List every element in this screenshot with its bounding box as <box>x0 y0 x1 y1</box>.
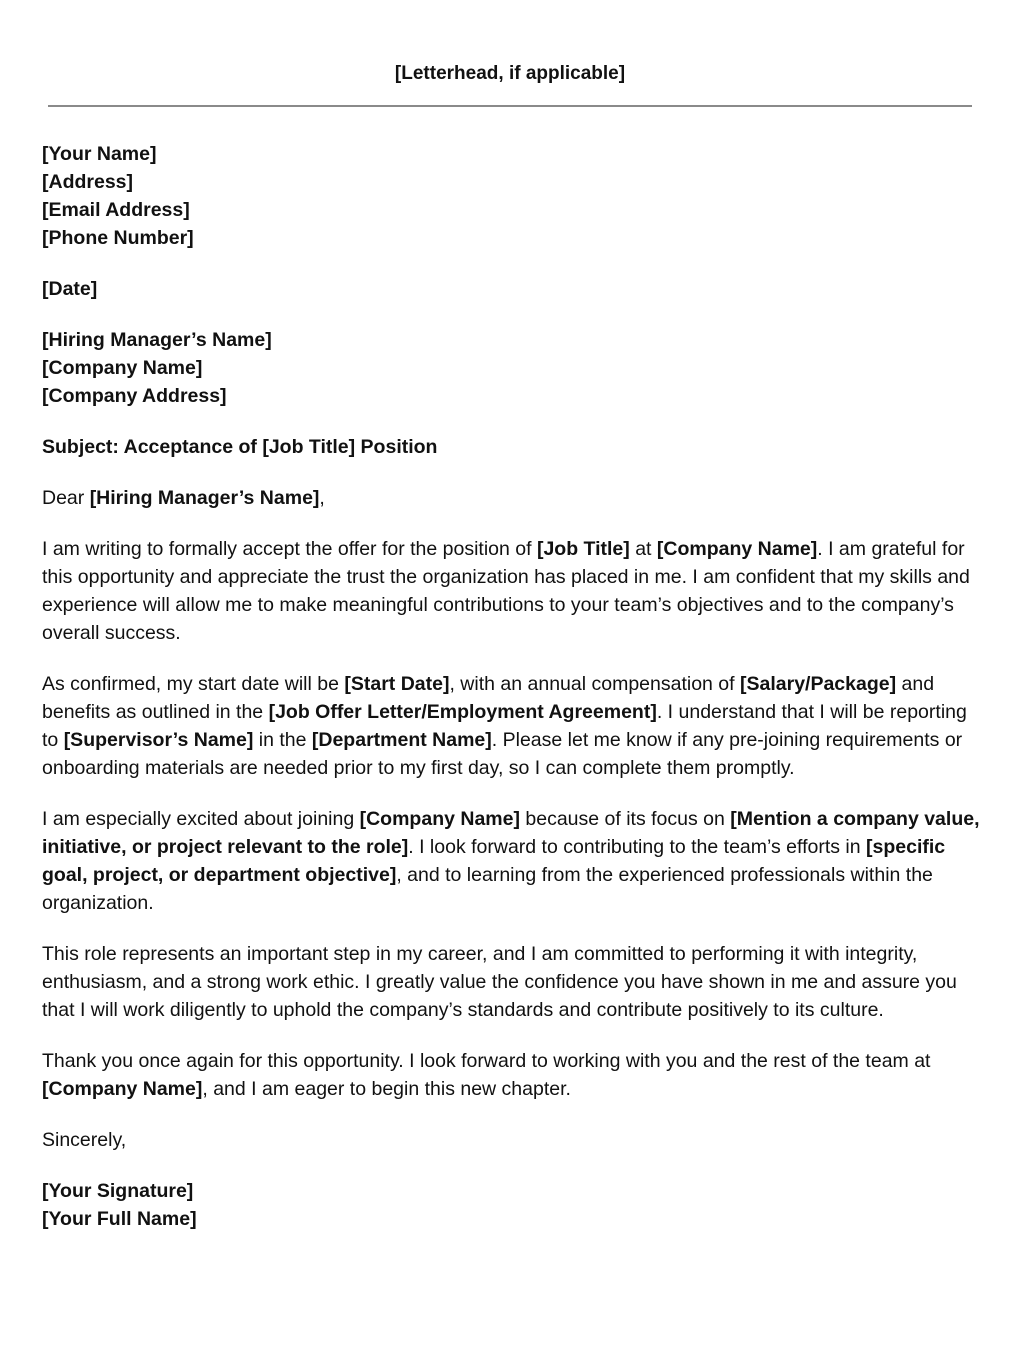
text-run: I am especially excited about joining <box>42 808 360 830</box>
placeholder-start-date: [Start Date] <box>344 673 450 695</box>
placeholder-company-name: [Company Name] <box>42 1078 203 1100</box>
text-run: , and I am eager to begin this new chapter. <box>202 1078 571 1100</box>
date-line: [Date] <box>42 278 98 300</box>
salutation-prefix: Dear <box>42 487 90 509</box>
salutation-suffix: , <box>319 487 325 509</box>
text-run: , with an annual compensation of <box>449 673 740 695</box>
paragraph-excitement <box>42 805 982 917</box>
signature-block <box>42 1177 982 1233</box>
recipient-address: [Company Address] <box>42 385 227 407</box>
placeholder-company-name: [Company Name] <box>656 538 818 560</box>
subject-line: Subject: Acceptance of [Job Title] Position <box>42 436 438 458</box>
letterhead: [Letterhead, if applicable] <box>394 63 626 84</box>
letter-body <box>42 140 982 1256</box>
signature: [Your Signature] <box>42 1180 194 1202</box>
text-run: I am writing to formally accept the offer for the position of <box>42 538 537 560</box>
recipient-name: [Hiring Manager’s Name] <box>42 329 272 351</box>
salutation-name: [Hiring Manager’s Name] <box>89 487 320 509</box>
sender-name: [Your Name] <box>42 143 157 165</box>
paragraph-thanks <box>42 1047 982 1103</box>
text-run: . I am grateful for this opportunity and appreciate the trust the organization has placed in me. I am confident that my skills and experience will allow me to make meaningful contributions to your team’s objectives and to the company’s overall success. <box>42 538 970 644</box>
sender-block <box>42 140 982 252</box>
placeholder-job-title: [Job Title] <box>536 538 630 560</box>
paragraph-terms <box>42 670 982 782</box>
sender-address: [Address] <box>42 171 134 193</box>
placeholder-salary: [Salary/Package] <box>740 673 897 695</box>
salutation <box>42 484 982 512</box>
recipient-block <box>42 326 982 410</box>
closing: Sincerely, <box>42 1129 127 1151</box>
text-run: , and to learning from the experienced professionals within the organization. <box>42 864 933 914</box>
paragraph-acceptance <box>42 535 982 647</box>
text-run: This role represents an important step in my career, and I am committed to performing it with integrity, enthusiasm, and a strong work ethic. I greatly value the confidence you have shown in me and assure you that I will work diligently to uphold the company’s standards and contribute positively to its culture. <box>42 943 957 1021</box>
text-run: because of its focus on <box>519 808 731 830</box>
text-run: . I look forward to contributing to the team’s efforts in <box>408 836 867 858</box>
sender-phone: [Phone Number] <box>42 227 194 249</box>
placeholder-offer-letter: [Job Offer Letter/Employment Agreement] <box>268 701 657 723</box>
text-run: and benefits as outlined in the <box>42 673 935 723</box>
placeholder-goal: [specific goal, project, or department objective] <box>42 836 946 886</box>
recipient-company: [Company Name] <box>42 357 203 379</box>
paragraph-commitment <box>42 940 982 1024</box>
text-run: . Please let me know if any pre-joining requirements or onboarding materials are needed prior to my first day, so I can complete them promptly. <box>42 729 963 779</box>
text-run: Thank you once again for this opportunity. I look forward to working with you and the rest of the team at <box>42 1050 931 1072</box>
sender-email: [Email Address] <box>42 199 190 221</box>
text-run: in the <box>253 729 312 751</box>
text-run: . I understand that I will be reporting to <box>42 701 967 751</box>
placeholder-company-value: [Mention a company value, initiative, or project relevant to the role] <box>42 808 980 858</box>
letterhead-divider <box>48 105 972 107</box>
text-run: As confirmed, my start date will be <box>42 673 345 695</box>
placeholder-supervisor-name: [Supervisor’s Name] <box>63 729 254 751</box>
placeholder-company-name: [Company Name] <box>359 808 520 830</box>
full-name: [Your Full Name] <box>42 1208 197 1230</box>
text-run: at <box>629 538 657 560</box>
placeholder-department-name: [Department Name] <box>311 729 492 751</box>
